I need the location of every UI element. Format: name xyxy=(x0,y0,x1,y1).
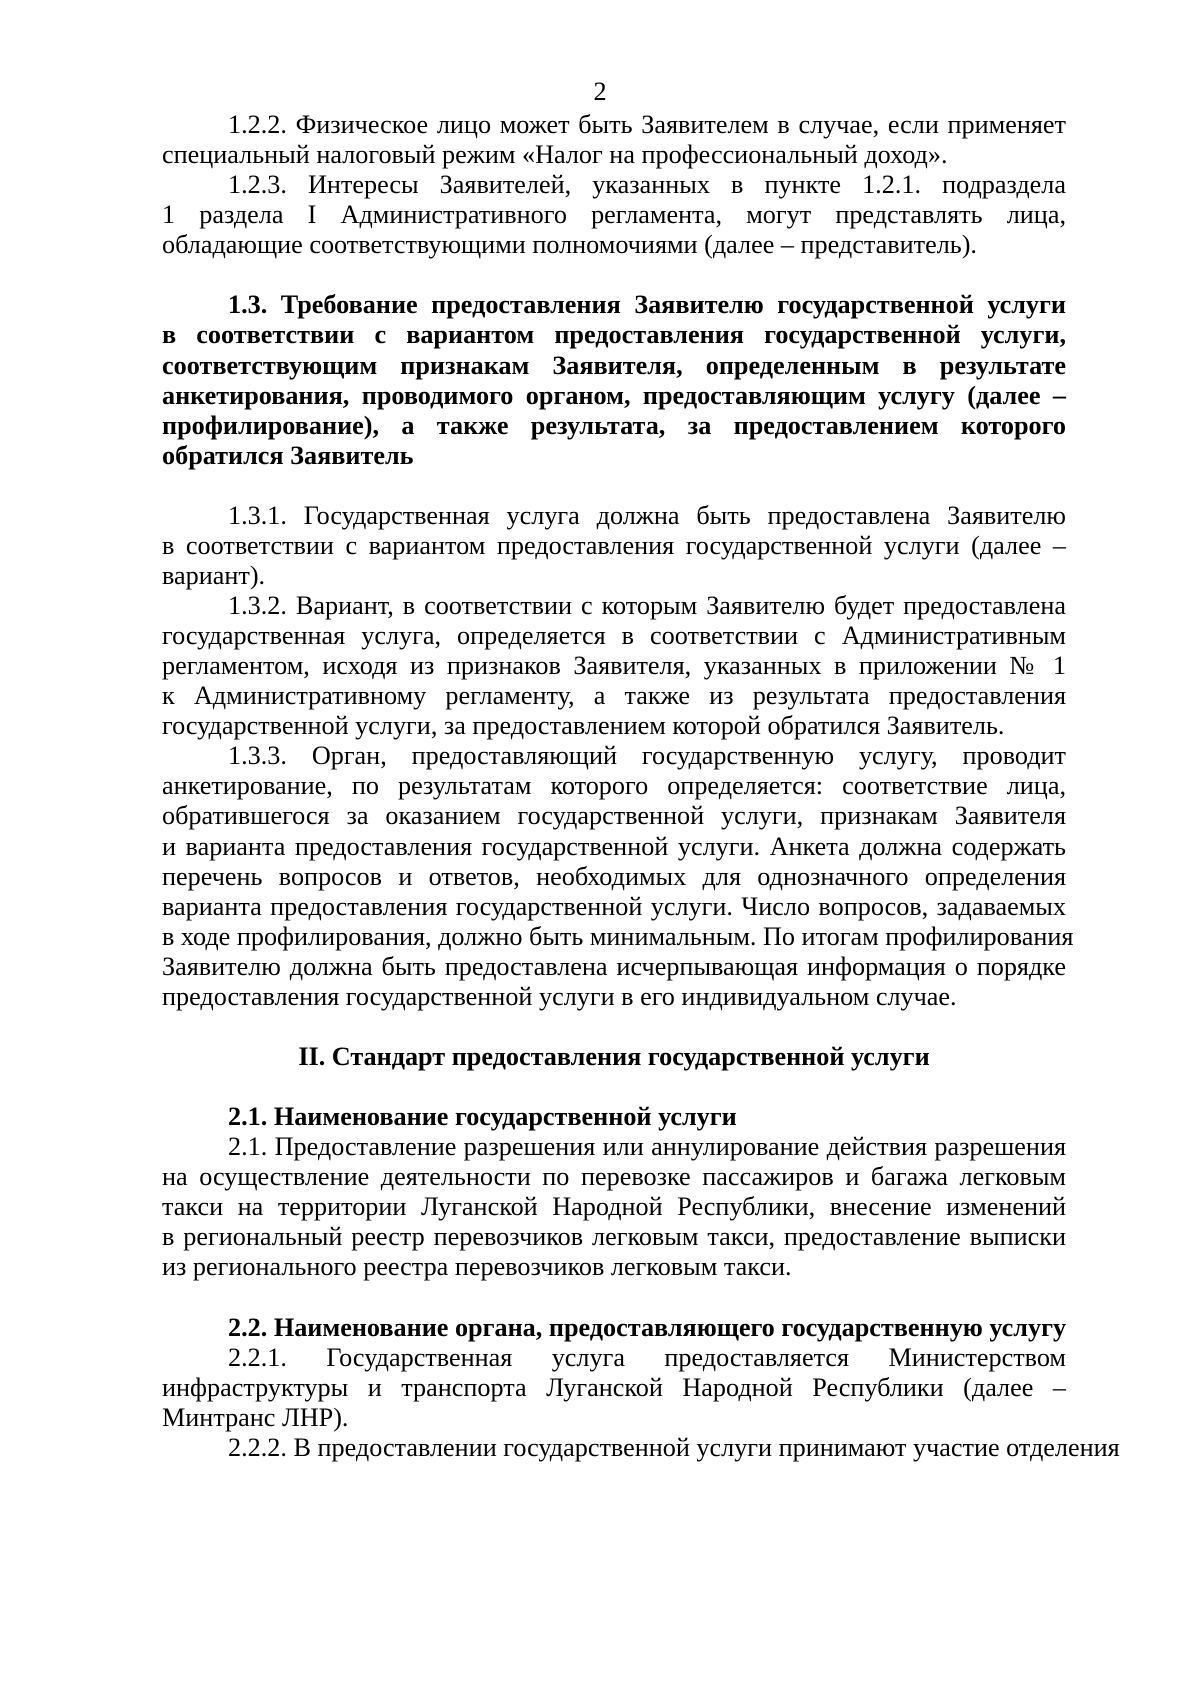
section-heading-2-1: 2.1. Наименование государственной услуги xyxy=(228,1102,737,1132)
paragraph-line: государственная услуга, определяется в соответствии с Административным xyxy=(162,621,1066,651)
paragraph-line: инфраструктуры и транспорта Луганской Народной Республики (далее – xyxy=(162,1372,1066,1402)
paragraph-1-3-3 xyxy=(162,741,1074,1012)
paragraph-line: такси на территории Луганской Народной Республики, внесение изменений xyxy=(162,1192,1066,1222)
paragraph-line: вариант). xyxy=(162,560,266,590)
paragraph-2-2-1 xyxy=(162,1343,1066,1433)
paragraph-line: регламентом, исходя из признаков Заявителя, указанных в приложении № 1 xyxy=(162,651,1066,681)
heading-line: в соответствии с вариантом предоставления государственной услуги, xyxy=(162,320,1066,350)
paragraph-line: анкетирование, по результатам которого определяется: соответствие лица, xyxy=(162,771,1066,801)
paragraph-2-1 xyxy=(162,1132,1066,1282)
paragraph-line: 1.2.2. Физическое лицо может быть Заявителем в случае, если применяет xyxy=(228,110,1066,139)
paragraph-line: предоставления государственной услуги в его индивидуальном случае. xyxy=(162,981,957,1011)
paragraph-line: обладающие соответствующими полномочиями (далее – представитель). xyxy=(162,230,977,260)
paragraph-line: 2.1. Предоставление разрешения или аннулирование действия разрешения xyxy=(228,1132,1066,1162)
paragraph-line: обратившегося за оказанием государственной услуги, признакам Заявителя xyxy=(162,801,1066,831)
paragraph-1-3-1 xyxy=(162,501,1066,591)
paragraph-line: на осуществление деятельности по перевозке пассажиров и багажа легковым xyxy=(162,1162,1066,1192)
paragraph-2-2-2 xyxy=(162,1432,1120,1463)
paragraph-line: Минтранс ЛНР). xyxy=(162,1402,349,1432)
paragraph-line: 1 раздела I Административного регламента, могут представлять лица, xyxy=(162,200,1066,230)
paragraph-line: к Административному регламенту, а также из результата предоставления xyxy=(162,681,1066,711)
paragraph-line: специальный налоговый режим «Налог на профессиональный доход». xyxy=(162,140,948,170)
paragraph-line: в ходе профилирования, должно быть минимальным. По итогам профилирования xyxy=(162,921,1074,951)
section-heading-1-3 xyxy=(162,290,1066,470)
paragraph-line: в соответствии с вариантом предоставления государственной услуги (далее – xyxy=(162,530,1066,560)
paragraph-line: 2.2.2. В предоставлении государственной услуги принимают участие отделения xyxy=(228,1432,1120,1462)
heading-line: соответствующим признакам Заявителя, определенным в результате xyxy=(162,350,1066,380)
paragraph-line: государственной услуги, за предоставлением которой обратился Заявитель. xyxy=(162,711,1005,741)
page-number: 2 xyxy=(593,77,607,106)
paragraph-line: из регионального реестра перевозчиков легковым такси. xyxy=(162,1252,792,1282)
paragraph-line: Заявителю должна быть предоставлена исчерпывающая информация о порядке xyxy=(162,951,1066,981)
heading-line: профилирование), а также результата, за предоставлением которого xyxy=(162,410,1066,440)
paragraph-line: 1.3.2. Вариант, в соответствии с которым Заявителю будет предоставлена xyxy=(228,591,1066,620)
paragraph-line: 2.2.1. Государственная услуга предоставляется Министерством xyxy=(228,1342,1066,1372)
heading-line: анкетирования, проводимого органом, предоставляющим услугу (далее – xyxy=(162,380,1066,410)
document-body xyxy=(162,110,1120,1463)
paragraph-line: варианта предоставления государственной услуги. Число вопросов, задаваемых xyxy=(162,891,1066,921)
paragraph-line: и варианта предоставления государственной услуги. Анкета должна содержать xyxy=(162,831,1066,861)
heading-line: обратился Заявитель xyxy=(162,440,414,470)
section-heading-2-2: 2.2. Наименование органа, предоставляющего государственную услугу xyxy=(228,1312,1067,1342)
paragraph-1-3-2 xyxy=(162,591,1066,741)
paragraph-line: в региональный реестр перевозчиков легковым такси, предоставление выписки xyxy=(162,1222,1066,1252)
paragraph-1-2-3 xyxy=(162,170,1066,260)
paragraph-line: 1.2.3. Интересы Заявителей, указанных в пункте 1.2.1. подраздела xyxy=(228,170,1066,200)
paragraph-line: 1.3.3. Орган, предоставляющий государственную услугу, проводит xyxy=(228,741,1066,771)
heading-line: 1.3. Требование предоставления Заявителю государственной услуги xyxy=(228,290,1066,320)
paragraph-line: перечень вопросов и ответов, необходимых для однозначного определения xyxy=(162,861,1066,891)
paragraph-1-2-2 xyxy=(162,110,1066,170)
paragraph-line: 1.3.1. Государственная услуга должна быть предоставлена Заявителю xyxy=(228,500,1066,530)
part-title: II. Стандарт предоставления государственной услуги xyxy=(298,1041,930,1071)
